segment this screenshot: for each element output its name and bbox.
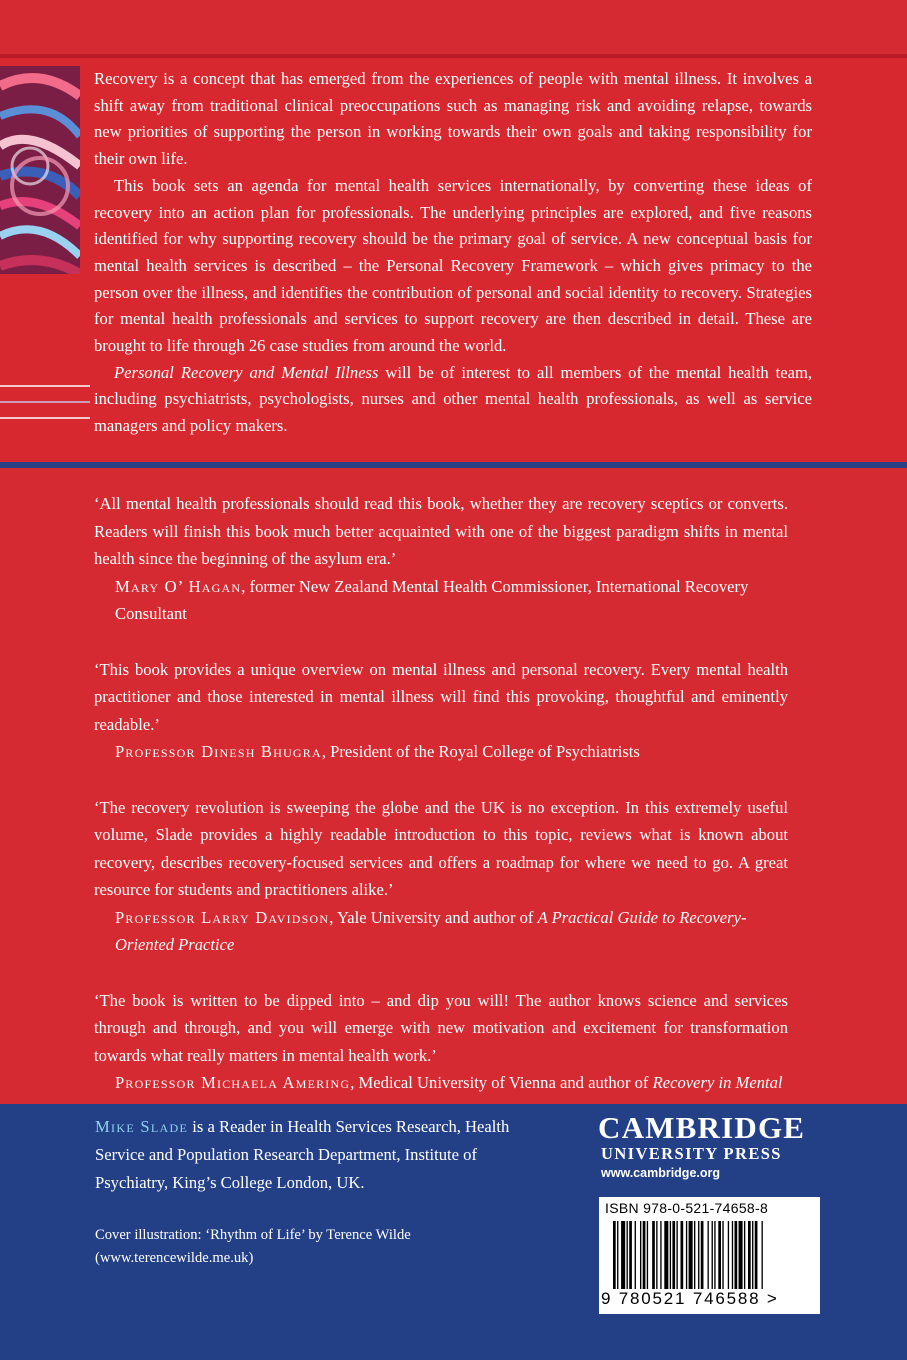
quote-text: ‘The recovery revolution is sweeping the globe and the UK is no exception. In this extremely useful volume, Slade provides a highly readable introduction to this topic, reviews what is known about recovery, describes recovery-focused services and offers a roadmap for where we need to go. A great resource for students and practitioners alike.’: [94, 797, 788, 899]
barcode-bar: [676, 1221, 677, 1289]
quote-text: ‘All mental health professionals should read this book, whether they are recovery sceptics or converts. Readers will finish this book much better acquainted with one of the biggest paradigm shifts in mental health since the beginning of the asylum era.’: [94, 494, 788, 568]
author-bio-text: is a Reader in Health Services Research, Health Service and Population Research Department, Institute of Psychiatry, King’s College London, UK.: [95, 1117, 510, 1192]
quote-text: ‘This book provides a unique overview on mental illness and personal recovery. Every mental health practitioner and those interested in mental illness will find this provoking, thoughtful and eminently readable.’: [94, 659, 788, 734]
endorser-work: A Practical Guide to Recovery-Oriented Practice: [115, 907, 747, 954]
barcode-bar: [762, 1221, 763, 1289]
cover-credit-line: Cover illustration: ‘Rhythm of Life’ by Terence Wilde: [95, 1227, 411, 1243]
cover-credit: [95, 1224, 515, 1269]
publisher-url: www.cambridge.org: [601, 1166, 721, 1180]
barcode-bar: [629, 1221, 632, 1289]
book-blurb: [94, 66, 812, 440]
blurb-panel-top-rule: [0, 54, 907, 58]
barcode-bars: [613, 1221, 808, 1289]
quote-attribution: [94, 573, 788, 628]
top-red-band: [0, 0, 907, 54]
barcode-bar: [664, 1221, 668, 1289]
barcode-bar: [647, 1221, 648, 1289]
endorser-name: Professor Michaela Amering: [115, 1073, 351, 1092]
barcode-bar: [613, 1221, 616, 1289]
barcode-bar: [694, 1221, 695, 1289]
barcode-bar: [660, 1221, 661, 1289]
barcode-bar: [752, 1221, 753, 1289]
barcode-bar: [672, 1221, 675, 1289]
barcode-bar: [755, 1221, 758, 1289]
endorser-role: , President of the Royal College of Psychiatrists: [321, 742, 640, 761]
endorser-role: , Medical University of Vienna and author of: [350, 1073, 653, 1092]
barcode-bar: [728, 1221, 729, 1289]
cover-art-fragment: [0, 66, 80, 274]
quote-text: ‘The book is written to be dipped into – and dip you will! The author knows science and services through and through, and you will emerge with new motivation and excitement for transformation towards what really matters in mental health work.’: [94, 990, 788, 1065]
cover-credit-url: (www.terencewilde.me.uk): [95, 1249, 254, 1266]
endorsements: [94, 490, 788, 1152]
barcode-bar: [689, 1221, 693, 1289]
endorsement-quote: [94, 656, 788, 766]
barcode-bar: [656, 1221, 657, 1289]
isbn-barcode: [599, 1197, 820, 1314]
barcode-bar: [732, 1221, 733, 1289]
barcode-bar: [701, 1221, 704, 1289]
barcode-bar: [744, 1221, 745, 1289]
endorser-role: , former New Zealand Mental Health Commissioner, International Recovery Consultant: [115, 576, 749, 623]
barcode-bar: [670, 1221, 671, 1289]
barcode-bar: [643, 1221, 646, 1289]
endorsement-quote: [94, 490, 788, 628]
endorser-name: Mary O’ Hagan: [115, 576, 242, 596]
barcode-bar: [714, 1221, 715, 1289]
barcode-bar: [712, 1221, 713, 1289]
barcode-bar: [652, 1221, 655, 1289]
endorser-work: Recovery in Mental: [652, 1073, 783, 1092]
author-name: Mike Slade: [95, 1117, 189, 1136]
barcode-bar: [718, 1221, 721, 1289]
endorser-role: , Yale University and author of: [329, 907, 538, 927]
book-title-italic: Personal Recovery and Mental Illness: [114, 362, 379, 382]
barcode-digits: 9 780521 746588 >: [601, 1289, 779, 1308]
blurb-paragraph-3-rest: will be of interest to all members of the mental health team, including psychiatrists, psychologists, nurses and other mental health professionals, as well as service managers and policy makers.: [94, 362, 812, 436]
blurb-paragraph-2: This book sets an agenda for mental health services internationally, by converting these ideas of recovery into an action plan for professionals. The underlying principles are explored, and five reasons identified for why supporting recovery should be the primary goal of service. A new conceptual basis for mental health services is described – the Personal Recovery Framework – which gives primacy to the person over the illness, and identifies the contribution of personal and social identity to recovery. Strategies for mental health professionals and services to support recovery are then described in detail. These are brought to life through 26 case studies from around the world.: [94, 175, 812, 356]
publisher-subname: UNIVERSITY PRESS: [601, 1144, 782, 1163]
barcode-bar: [627, 1221, 628, 1289]
author-bio: [95, 1113, 545, 1196]
publisher-logo: [598, 1112, 828, 1182]
barcode-bar: [686, 1221, 687, 1289]
endorser-name: Professor Larry Davidson: [115, 907, 330, 927]
endorsement-quote: [94, 794, 788, 959]
isbn-label: ISBN 978-0-521-74658-8: [605, 1200, 769, 1216]
barcode-bar: [635, 1221, 636, 1289]
barcode-bar: [681, 1221, 684, 1289]
blurb-panel-bottom-rule: [0, 462, 907, 468]
barcode-bar: [640, 1221, 641, 1289]
barcode-bar: [617, 1221, 618, 1289]
quote-attribution: [94, 904, 788, 959]
quote-attribution: [94, 738, 788, 766]
blurb-paragraph-3: [94, 360, 812, 440]
barcode-bar: [739, 1221, 743, 1289]
barcode-bar: [621, 1221, 625, 1289]
endorser-name: Professor Dinesh Bhugra: [115, 742, 322, 761]
barcode-bar: [708, 1221, 709, 1289]
barcode-bar: [748, 1221, 751, 1289]
barcode-bar: [735, 1221, 738, 1289]
barcode-bar: [722, 1221, 723, 1289]
blurb-paragraph-1: Recovery is a concept that has emerged from the experiences of people with mental illness. It involves a shift away from traditional clinical preoccupations such as managing risk and avoiding relapse, towards new priorities of supporting the person in working towards their own goals and taking responsibility for their own life.: [94, 69, 812, 169]
barcode-bar: [698, 1221, 699, 1289]
decorative-lines: [0, 382, 90, 422]
publisher-name: CAMBRIDGE: [598, 1110, 806, 1145]
